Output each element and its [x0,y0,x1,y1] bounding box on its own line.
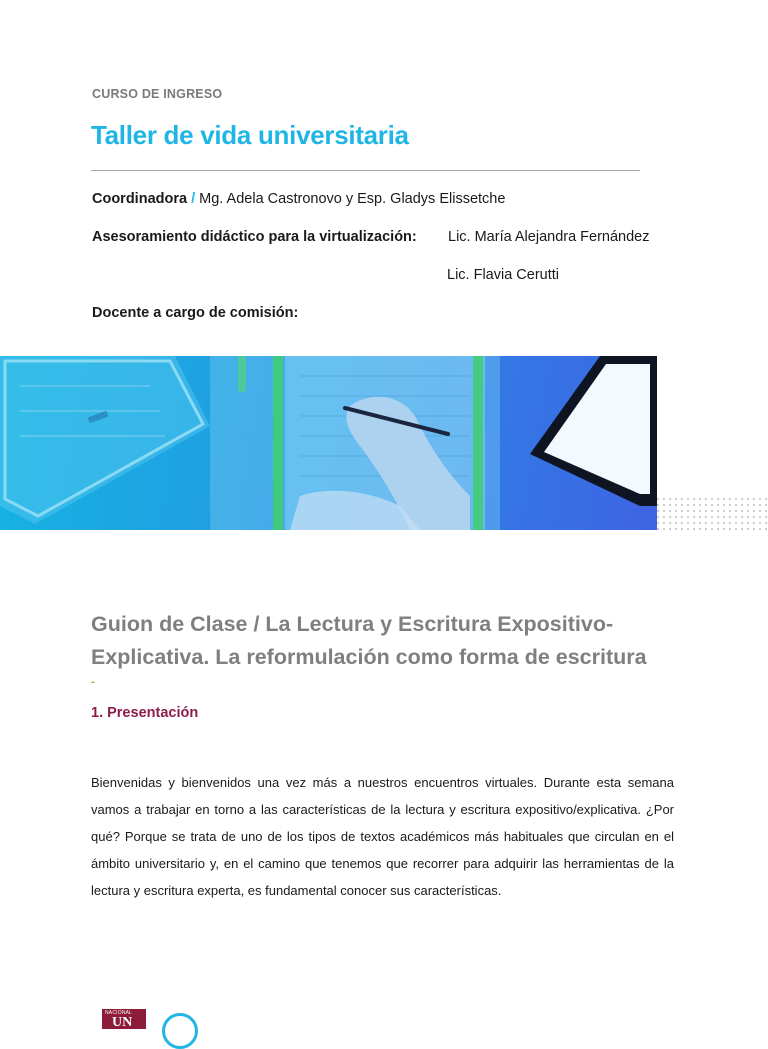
page-title: Taller de vida universitaria [91,120,409,150]
separator-slash: / [191,191,196,207]
asesoramiento-label [92,229,417,245]
banner-image [0,356,657,530]
asesoramiento-label-text: Asesoramiento didáctico para la virtualización: [92,229,417,245]
body-paragraph: Bienvenidas y bienvenidos una vez más a nuestros encuentros virtuales. Durante esta semana vamos a trabajar en torno a las características de la lectura y escritura expositivo/explicativa. ¿Por qué? Porque se trata de uno de los tipos de textos académicos más habituales que circulan en el ámbito universitario y, en el camino que tenemos que recorrer para adquirir las herramientas de la lectura y escritura experta, es fundamental conocer sus características. [91,775,674,898]
notebook-left [0,356,210,524]
course-label: CURSO DE INGRESO [92,87,223,101]
coordinadora-line [92,191,505,207]
logo-small-text: NACIONAL [105,1010,133,1016]
asesoramiento-name-1: Lic. María Alejandra Fernández [448,229,650,245]
guion-title: Guion de Clase / La Lectura y Escritura Expositivo-Explicativa. La reformulación como forma de escritura [91,612,647,669]
asesoramiento-name-2: Lic. Flavia Cerutti [447,267,560,283]
docente-line [92,305,298,321]
docente-label: Docente a cargo de comisión: [92,305,299,321]
decorative-dot-pattern [655,496,768,530]
title-divider [91,170,640,171]
tablet [530,356,657,506]
coordinadora-label: Coordinadora [92,191,188,207]
logo-big-text: UN [112,1015,133,1030]
university-logo [102,1009,146,1029]
banner-illustration [0,356,657,530]
secondary-logo-circle [162,1013,198,1049]
decorative-dash: - [91,676,95,688]
section-heading-presentacion: 1. Presentación [91,705,199,721]
coordinadora-names: Mg. Adela Castronovo y Esp. Gladys Elissetche [199,191,506,207]
